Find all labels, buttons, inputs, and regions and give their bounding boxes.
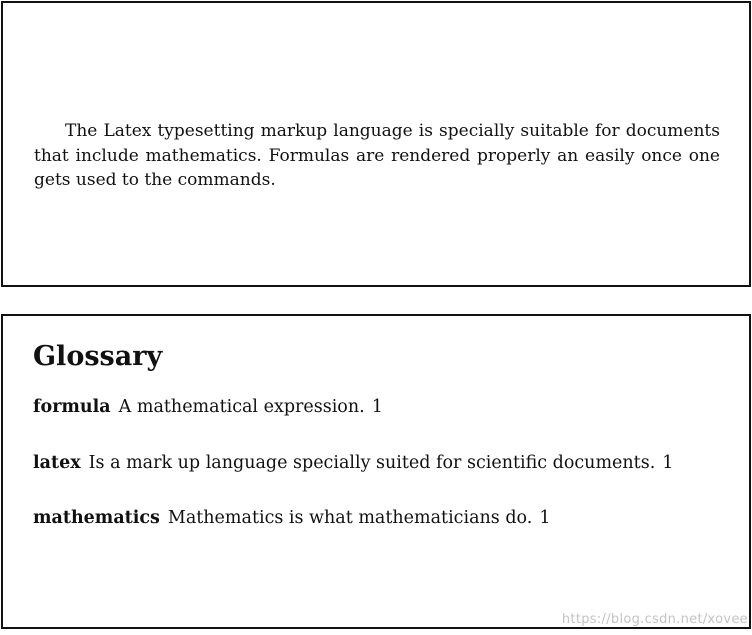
glossary-entry-mathematics — [33, 506, 550, 530]
body-paragraph: The Latex typesetting markup language is specially suitable for documents that include mathematics. Formulas are rendered properly an easily once one gets used to the commands. — [34, 121, 720, 190]
glossary-term: mathematics — [33, 508, 160, 528]
glossary-term: formula — [33, 397, 111, 417]
glossary-entry-formula — [33, 395, 383, 419]
watermark: https://blog.csdn.net/xovee — [561, 612, 748, 627]
glossary-page — [1, 314, 751, 629]
glossary-page-number[interactable]: 1 — [371, 397, 383, 417]
glossary-description: Is a mark up language specially suited for scientific documents. — [88, 453, 656, 473]
glossary-term: latex — [33, 453, 81, 473]
glossary-description: Mathematics is what mathematicians do. — [167, 508, 533, 528]
glossary-page-number[interactable]: 1 — [662, 453, 674, 473]
glossary-title: Glossary — [33, 341, 163, 372]
document-page — [1, 1, 751, 287]
glossary-page-number[interactable]: 1 — [539, 508, 551, 528]
glossary-description: A mathematical expression. — [118, 397, 365, 417]
glossary-entry-latex — [33, 451, 673, 475]
